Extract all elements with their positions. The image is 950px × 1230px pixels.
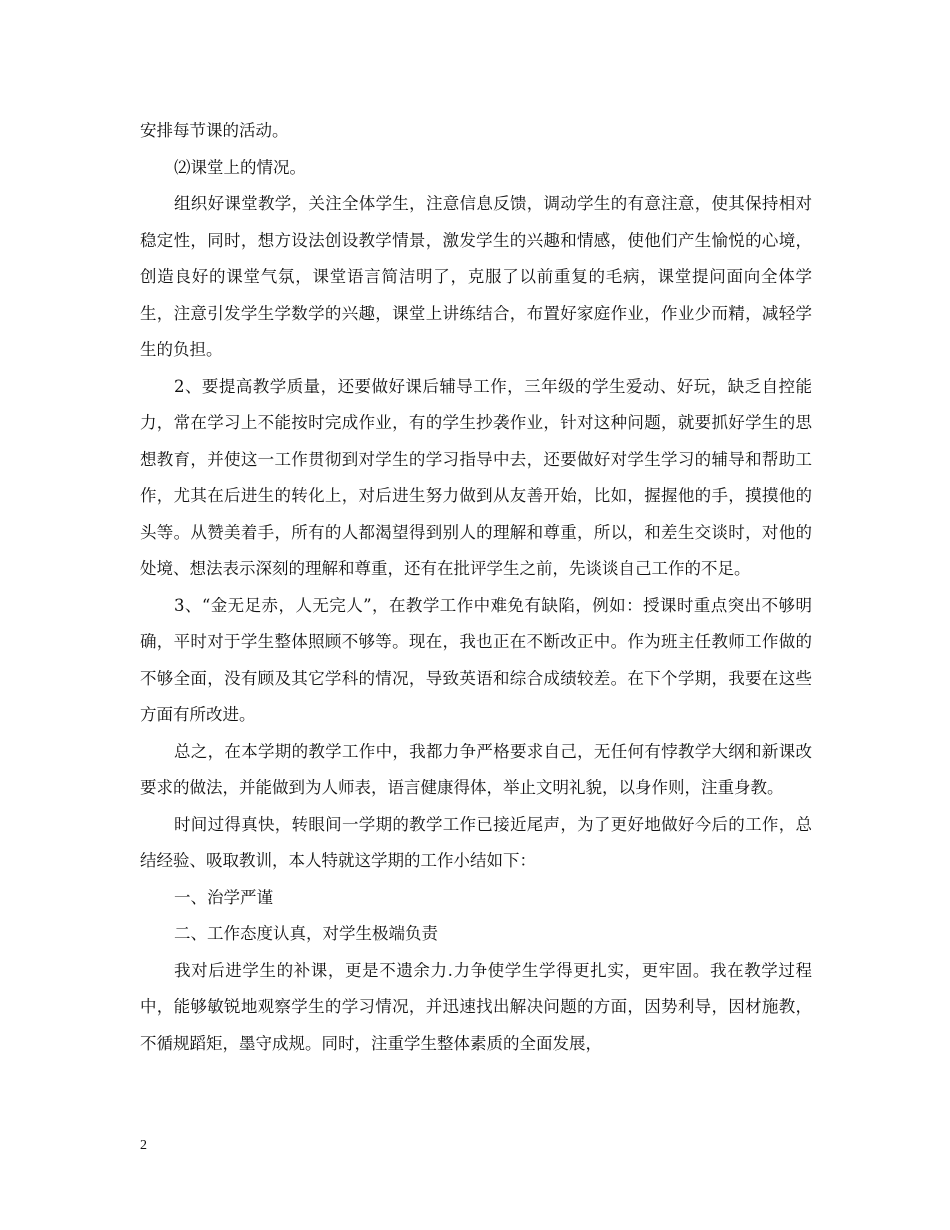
paragraph: 3、“金无足赤，人无完人”，在教学工作中难免有缺陷，例如：授课时重点突出不够明确，平时对于学生整体照顾不够等。现在，我也正在不断改正中。作为班主任教师工作做的不够全面，没有顾及其它学科的情况，导致英语和综合成绩较差。在下个学期，我要在这些方面有所改进。: [140, 595, 812, 724]
paragraph: 总之，在本学期的教学工作中，我都力争严格要求自己，无任何有悖教学大纲和新课改要求的做法，并能做到为人师表，语言健康得体，举止文明礼貌，以身作则，注重身教。: [140, 741, 812, 797]
document-body: [140, 113, 812, 1062]
paragraph: 安排每节课的活动。: [140, 121, 289, 140]
section-heading: 二、工作态度认真，对学生极端负责: [174, 924, 438, 943]
paragraph: ⑵课堂上的情况。: [174, 157, 306, 177]
paragraph: 组织好课堂教学，关注全体学生，注意信息反馈，调动学生的有意注意，使其保持相对稳定性，同时，想方设法创设教学情景，激发学生的兴趣和情感，使他们产生愉悦的心境，创造良好的课堂气氛，课堂语言简洁明了，克服了以前重复的毛病，课堂提问面向全体学生，注意引发学生学数学的兴趣，课堂上讲练结合，布置好家庭作业，作业少而精，减轻学生的负担。: [140, 194, 812, 359]
paragraph: 时间过得真快，转眼间一学期的教学工作已接近尾声，为了更好地做好今后的工作，总结经验、吸取教训，本人特就这学期的工作小结如下：: [140, 814, 812, 870]
page-number: 2: [140, 1138, 147, 1153]
paragraph: 我对后进学生的补课，更是不遗余力.力争使学生学得更扎实，更牢固。我在教学过程中，能够敏锐地观察学生的学习情况，并迅速找出解决问题的方面，因势利导，因材施教，不循规蹈矩，墨守成规。同时，注重学生整体素质的全面发展，: [140, 960, 812, 1053]
section-heading: 一、治学严谨: [174, 887, 273, 907]
paragraph: 2、要提高教学质量，还要做好课后辅导工作，三年级的学生爱动、好玩，缺乏自控能力，常在学习上不能按时完成作业，有的学生抄袭作业，针对这种问题，就要抓好学生的思想教育，并使这一工作贯彻到对学生的学习指导中去，还要做好对学生学习的辅导和帮助工作，尤其在后进生的转化上，对后进生努力做到从友善开始，比如，握握他的手，摸摸他的头等。从赞美着手，所有的人都渴望得到别人的理解和尊重，所以，和差生交谈时，对他的处境、想法表示深刻的理解和尊重，还有在批评学生之前，先谈谈自己工作的不足。: [140, 376, 812, 578]
